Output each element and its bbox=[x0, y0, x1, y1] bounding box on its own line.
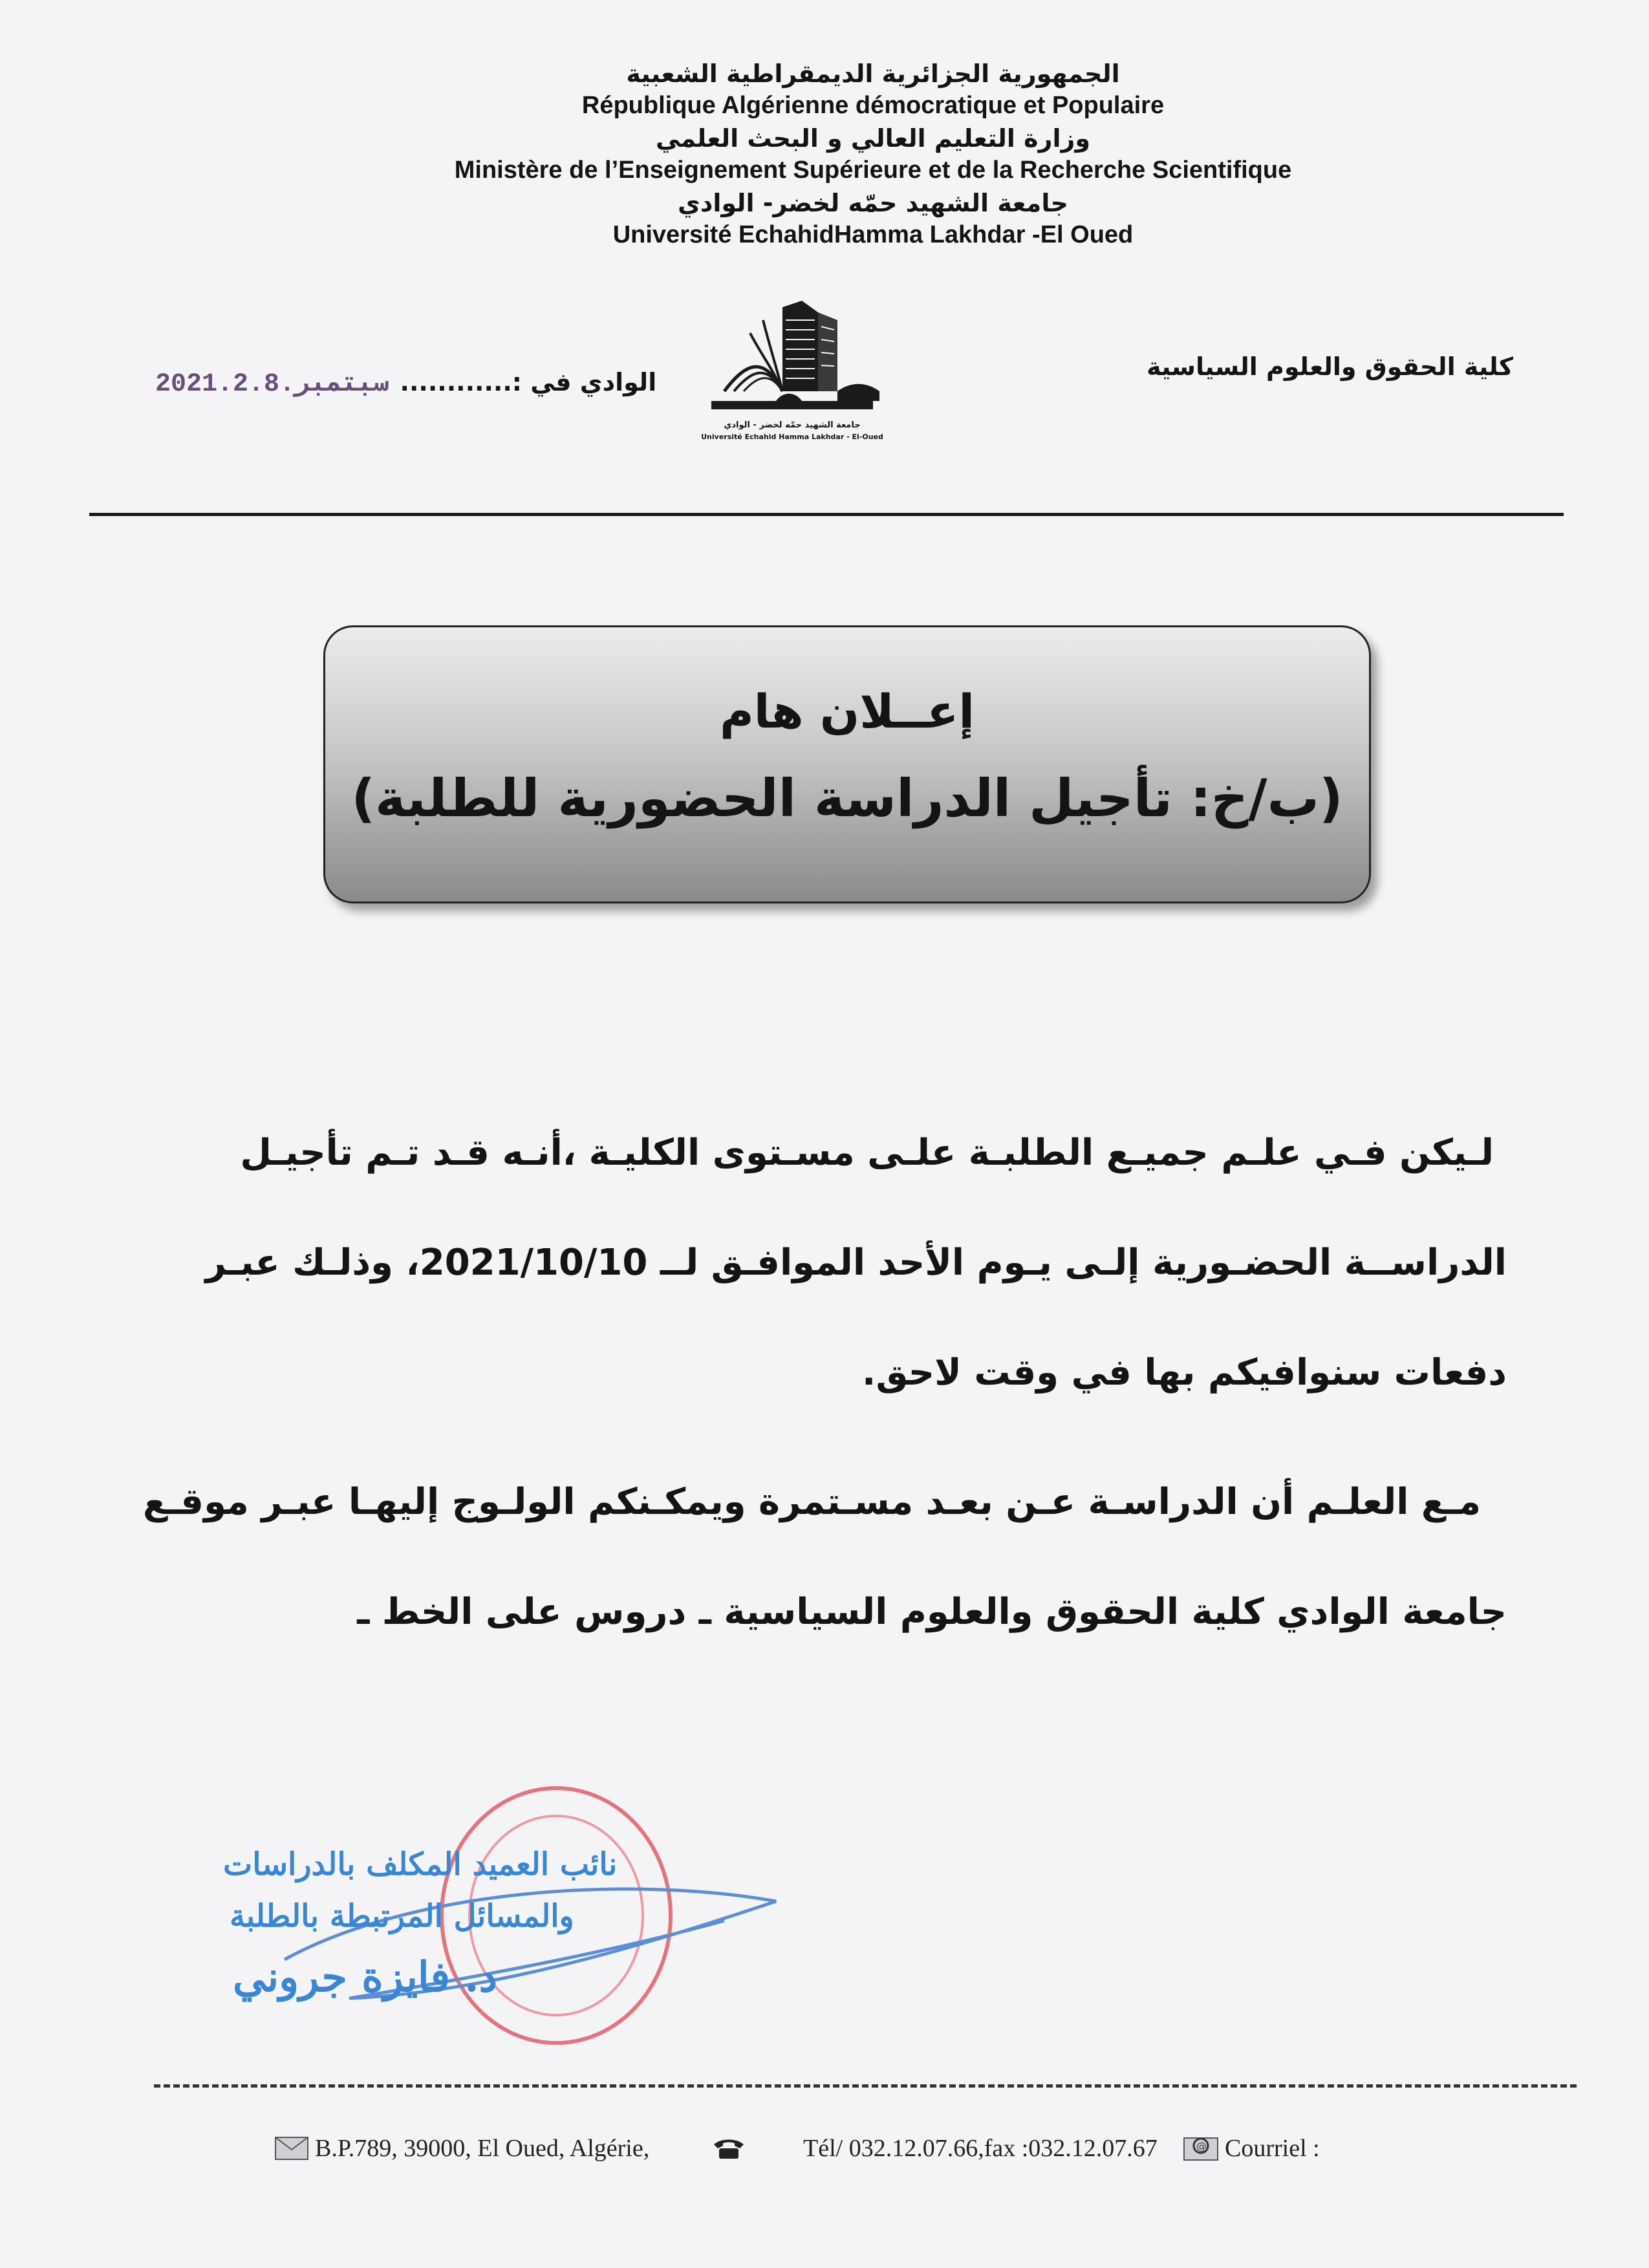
header-divider bbox=[89, 513, 1564, 516]
signature-line-2: والمسائل المرتبطة بالطلبة bbox=[230, 1898, 574, 1934]
announcement-subtitle: (ب/خ: تأجيل الدراسة الحضورية للطلبة) bbox=[351, 768, 1343, 828]
body-line-1: لـيكن فـي علـم جميـع الطلبـة علـى مسـتوى الكليـة ،أنـه قـد تـم تأجيـل bbox=[240, 1132, 1494, 1174]
header-university-ar: جامعة الشهيد حمّه لخضر- الوادي bbox=[678, 189, 1068, 217]
mail-icon bbox=[275, 2137, 308, 2160]
body-line-5: جامعة الوادي كلية الحقوق والعلوم السياسية ـ دروس على الخط ـ bbox=[357, 1591, 1507, 1633]
header-university-fr: Université EchahidHamma Lakhdar -El Oued bbox=[612, 221, 1134, 248]
logo-caption-ar: جامعة الشهيد حمّه لخضر - الوادي bbox=[724, 420, 861, 430]
footer-phone bbox=[711, 2134, 1158, 2163]
university-logo-icon bbox=[685, 294, 899, 417]
date-field bbox=[155, 367, 656, 399]
faculty-name: كلية الحقوق والعلوم السياسية bbox=[1147, 352, 1513, 381]
signature-line-1: نائب العميد المكلف بالدراسات bbox=[223, 1846, 618, 1883]
body-line-4: مـع العلـم أن الدراسـة عـن بعـد مسـتمرة ويمكـنكم الولـوج إليهـا عبـر موقـع bbox=[143, 1481, 1481, 1523]
footer-address-text: B.P.789, 39000, El Oued, Algérie, bbox=[315, 2135, 650, 2162]
svg-text:@: @ bbox=[1196, 2140, 1207, 2152]
footer-divider bbox=[154, 2084, 1577, 2088]
logo-caption-fr: Université Echahid Hamma Lakhdar - El-Oued bbox=[701, 433, 883, 441]
header-ministry-ar: وزارة التعليم العالي و البحث العلمي bbox=[656, 124, 1090, 153]
footer-address bbox=[275, 2134, 649, 2163]
footer-phone-fax: Tél/ 032.12.07.66,fax :032.12.07.67 bbox=[803, 2135, 1158, 2162]
signature-name: د. فايزة جروني bbox=[233, 1953, 498, 2002]
header-republic-fr: République Algérienne démocratique et Populaire bbox=[581, 92, 1165, 119]
body-line-2: الدراســة الحضـورية إلـى يـوم الأحد الموافـق لــ 2021/10/10، وذلـك عبـر bbox=[205, 1242, 1507, 1284]
university-logo bbox=[685, 294, 899, 443]
body-line-3: دفعات سنوافيكم بها في وقت لاحق. bbox=[862, 1352, 1507, 1394]
announcement-box bbox=[323, 625, 1371, 903]
header-republic-ar: الجمهورية الجزائرية الديمقراطية الشعبية bbox=[626, 59, 1120, 88]
footer-email-label: Courriel : bbox=[1225, 2135, 1320, 2162]
announcement-title: إعــلان هام bbox=[720, 684, 975, 739]
footer-email bbox=[1183, 2134, 1320, 2163]
date-label: الوادي في :............ bbox=[400, 368, 657, 396]
header-ministry-fr: Ministère de l’Enseignement Supérieure et de la Recherche Scientifique bbox=[454, 157, 1292, 184]
email-at-icon bbox=[1183, 2135, 1218, 2161]
phone-icon bbox=[711, 2137, 746, 2160]
date-value: 2021.سبتمبر.2.8 bbox=[155, 370, 389, 399]
